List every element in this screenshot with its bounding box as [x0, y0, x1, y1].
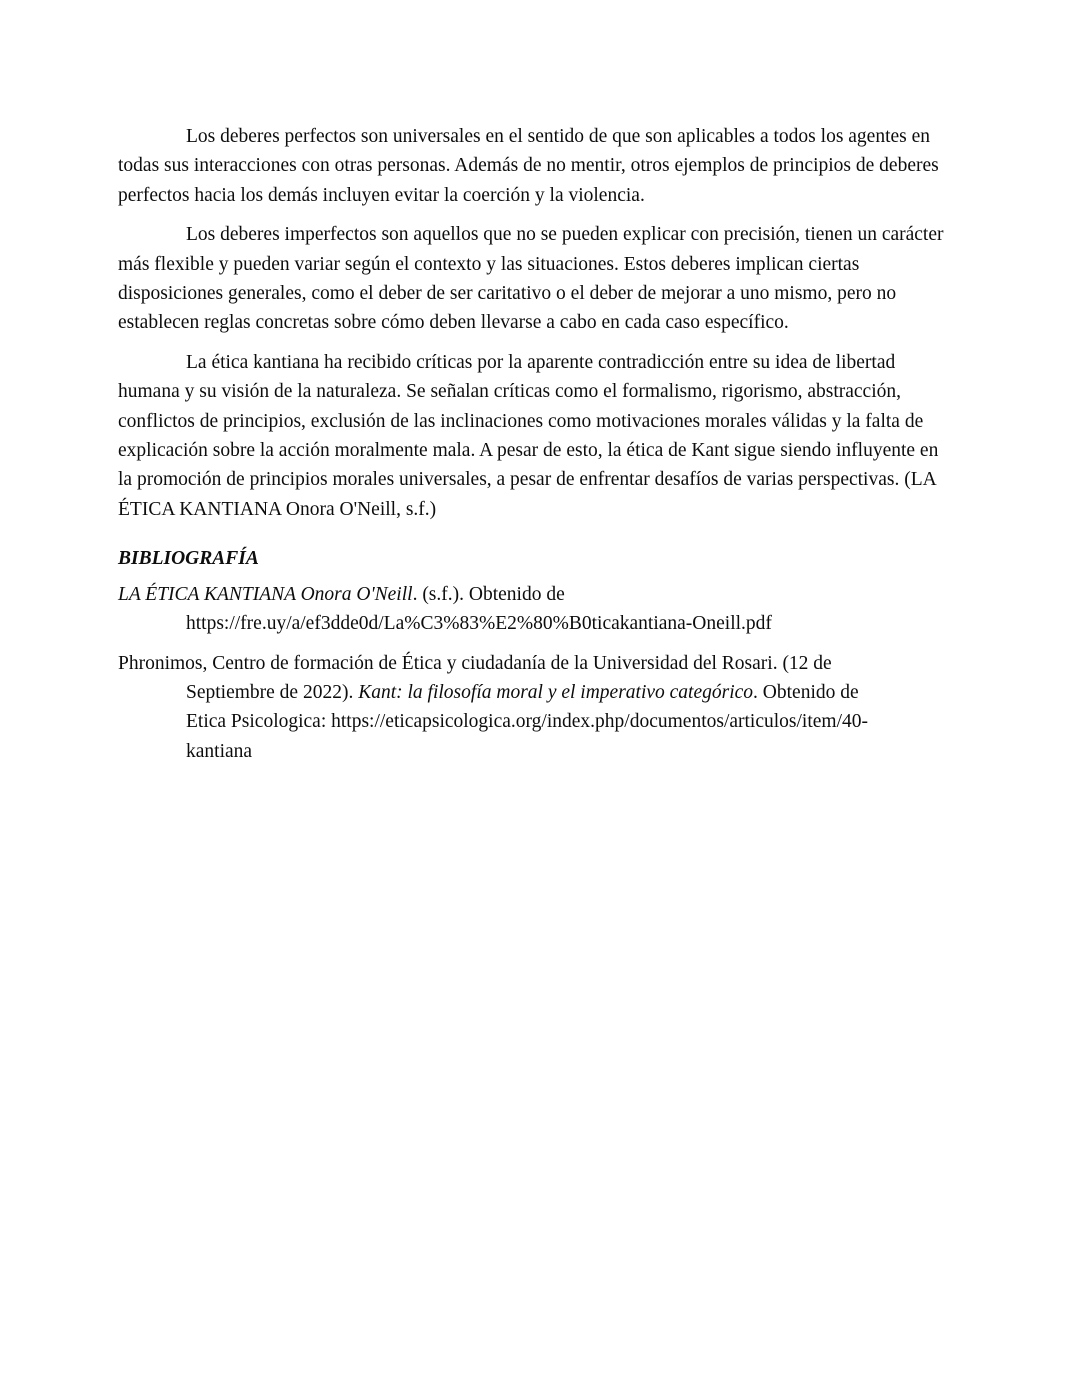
- bibliography-entry-phronimos: [118, 649, 946, 767]
- bib-entry-phronimos-source-text: . Obtenido de: [753, 681, 859, 703]
- bib-entry-oneill-title: LA ÉTICA KANTIANA Onora O'Neill: [118, 583, 413, 605]
- bib-entry-phronimos-line-2: [186, 682, 859, 703]
- bib-entry-phronimos-author: Phronimos, Centro de formación de Ética y ciudadanía de la Universidad del Rosari. (12 de: [118, 652, 832, 674]
- bibliography-entry-oneill: [118, 580, 946, 639]
- bib-entry-phronimos-date: Septiembre de 2022).: [186, 681, 359, 703]
- paragraph-deberes-imperfectos: Los deberes imperfectos son aquellos que no se pueden explicar con precisión, tienen un carácter más flexible y pueden variar según el contexto y las situaciones. Estos deberes implican ciertas disposiciones generales, como el deber de ser caritativo o el deber de mejorar a uno mismo, pero no establecen reglas concretas sobre cómo deben llevarse a cabo en cada caso específico.: [118, 224, 944, 334]
- bib-entry-phronimos-url: Etica Psicologica: https://eticapsicologica.org/index.php/documentos/articulos/item/40-: [186, 711, 868, 733]
- paragraph-deberes-perfectos: Los deberes perfectos son universales en el sentido de que son aplicables a todos los agentes en todas sus interacciones con otras personas. Además de no mentir, otros ejemplos de principios de deberes perfectos hacia los demás incluyen evitar la coerción y la violencia.: [118, 126, 939, 206]
- bib-entry-oneill-line-1: [118, 584, 565, 605]
- bib-entry-oneill-source-text: . (s.f.). Obtenido de: [412, 583, 565, 605]
- bibliography-heading: BIBLIOGRAFÍA: [118, 548, 259, 570]
- bib-entry-phronimos-url-continuation: kantiana: [186, 740, 253, 762]
- paragraph-criticas-etica-kantiana: La ética kantiana ha recibido críticas por la aparente contradicción entre su idea de libertad humana y su visión de la naturaleza. Se señalan críticas como el formalismo, rigorismo, abstracción, conflictos de principios, exclusión de las inclinaciones como motivaciones morales válidas y la falta de explicación sobre la acción moralmente mala. A pesar de esto, la ética de Kant sigue siendo influyente en la promoción de principios morales universales, a pesar de enfrentar desafíos de varias perspectivas. (LA ÉTICA KANTIANA Onora O'Neill, s.f.): [118, 351, 939, 520]
- bib-entry-phronimos-title: Kant: la filosofía moral y el imperativo categórico: [358, 681, 754, 703]
- bib-entry-oneill-url: https://fre.uy/a/ef3dde0d/La%C3%83%E2%80%B0ticakantiana-Oneill.pdf: [186, 613, 772, 635]
